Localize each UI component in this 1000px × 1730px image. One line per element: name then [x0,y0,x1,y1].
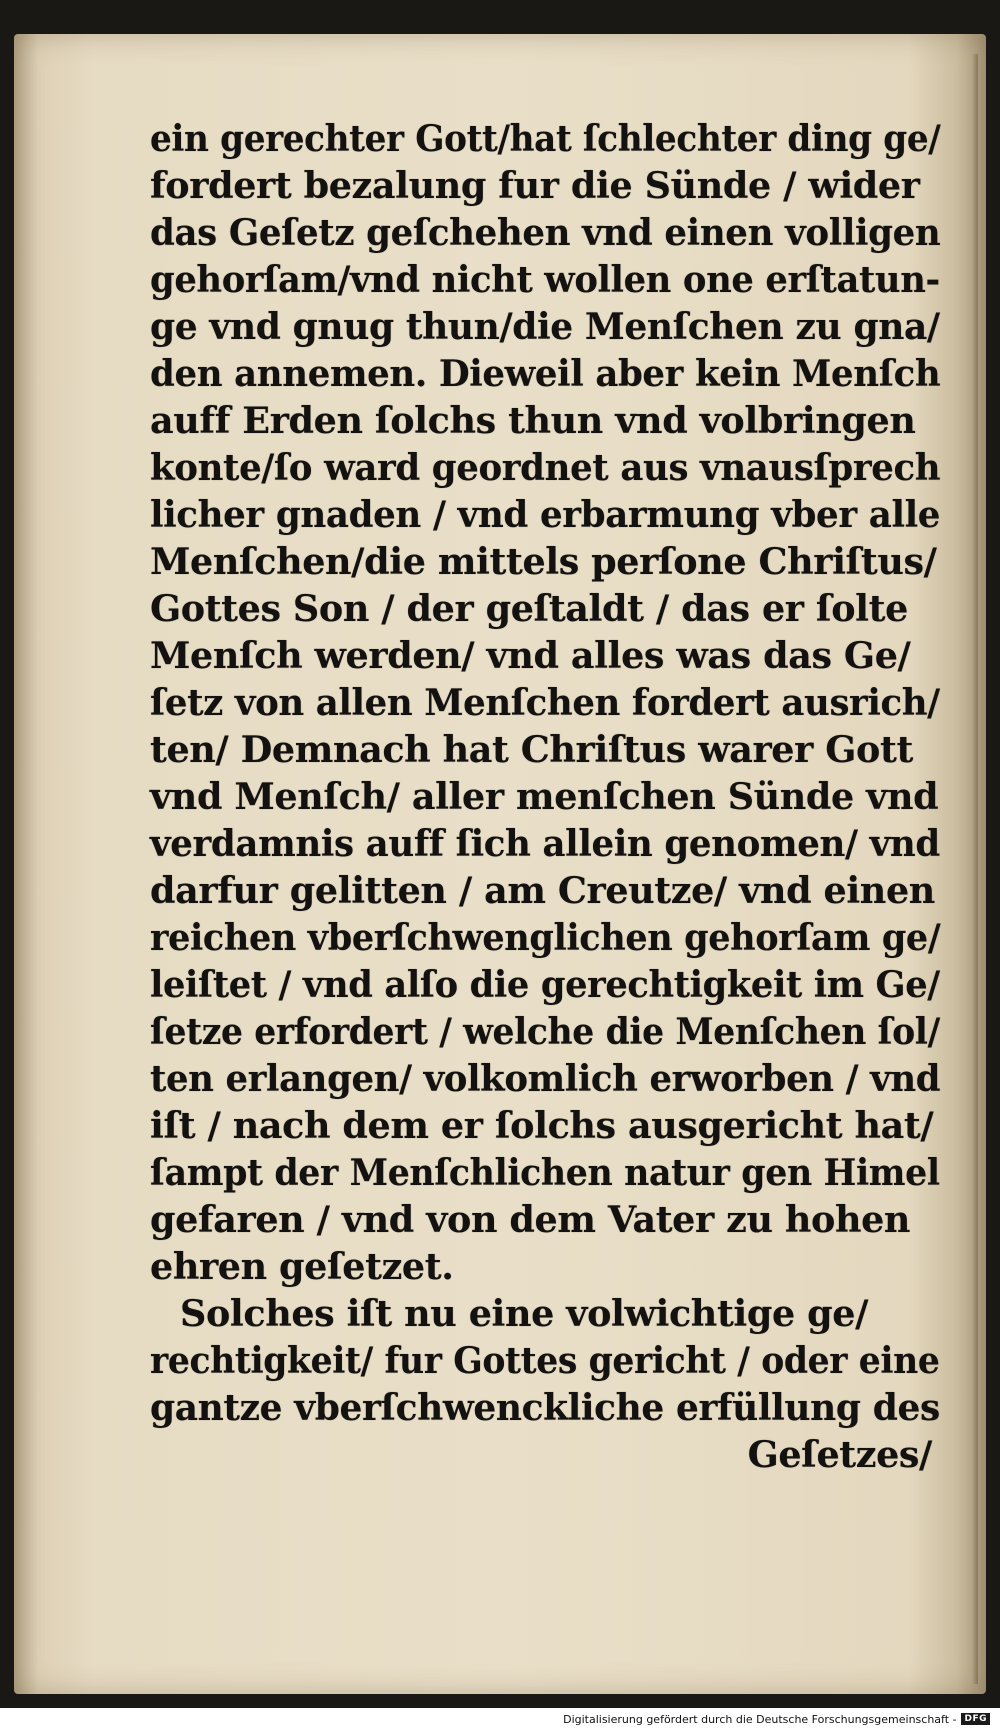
text-line: ſampt der Menſchlichen natur gen Himel [150,1151,940,1194]
page-edge-shadow [972,54,978,1684]
dfg-logo: DFG [961,1713,990,1725]
text-line: Menſch werden/ vnd alles was das Ge/ [150,634,911,677]
text-line: gantze vberſchwenckliche erfüllung des [150,1386,940,1429]
text-line: ſetze erfordert / welche die Menſchen ſol/ [150,1010,940,1053]
text-line: konte/ſo ward geordnet aus vnausſprech [150,446,941,489]
text-line: iſt / nach dem er ſolchs ausgericht hat/ [150,1104,934,1147]
text-line: ten erlangen/ volkomlich erworben / vnd [150,1057,941,1100]
text-line: fordert bezalung fur die Sünde / wider [150,164,920,207]
text-line: rechtigkeit/ fur Gottes gericht / oder eine [150,1339,940,1382]
text-line: ge vnd gnug thun/die Menſchen zu gna/ [150,305,940,348]
text-line: Menſchen/die mittels perſone Chriſtus/ [150,540,937,583]
text-line: auff Erden ſolchs thun vnd volbringen [150,399,916,442]
text-line: vnd Menſch/ aller menſchen Sünde vnd [150,775,939,818]
text-line: reichen vberſchwenglichen gehorſam ge/ [150,916,941,959]
text-line: leiſtet / vnd alſo die gerechtigkeit im Ge/ [150,963,940,1006]
text-line: Solches iſt nu eine volwichtige ge/ [180,1292,869,1335]
digitization-credit-bar [0,1708,1000,1730]
text-line: ten/ Demnach hat Chriſtus warer Gott [150,728,913,771]
page-text [150,115,940,1478]
text-line: Gottes Son / der geſtaldt / das er ſolte [150,587,908,630]
text-line: verdamnis auff ſich allein genomen/ vnd [150,822,940,865]
text-line: ein gerechter Gott/hat ſchlechter ding ge/ [150,117,941,160]
text-line: licher gnaden / vnd erbarmung vber alle [150,493,941,536]
catchword: Geſetzes/ [747,1433,932,1476]
text-line: gehorſam/vnd nicht wollen one erſtatun- [150,258,940,301]
text-line: ehren geſetzet. [150,1245,454,1288]
text-line: den annemen. Dieweil aber kein Menſch [150,352,941,395]
text-line: das Geſetz geſchehen vnd einen volligen [150,211,941,254]
text-line: ſetz von allen Menſchen fordert ausrich/ [150,681,940,724]
text-line: gefaren / vnd von dem Vater zu hohen [150,1198,911,1241]
digitization-credit: Digitalisierung gefördert durch die Deutsche Forschungsgemeinschaft - [563,1712,957,1726]
text-line: darfur gelitten / am Creutze/ vnd einen [150,869,935,912]
